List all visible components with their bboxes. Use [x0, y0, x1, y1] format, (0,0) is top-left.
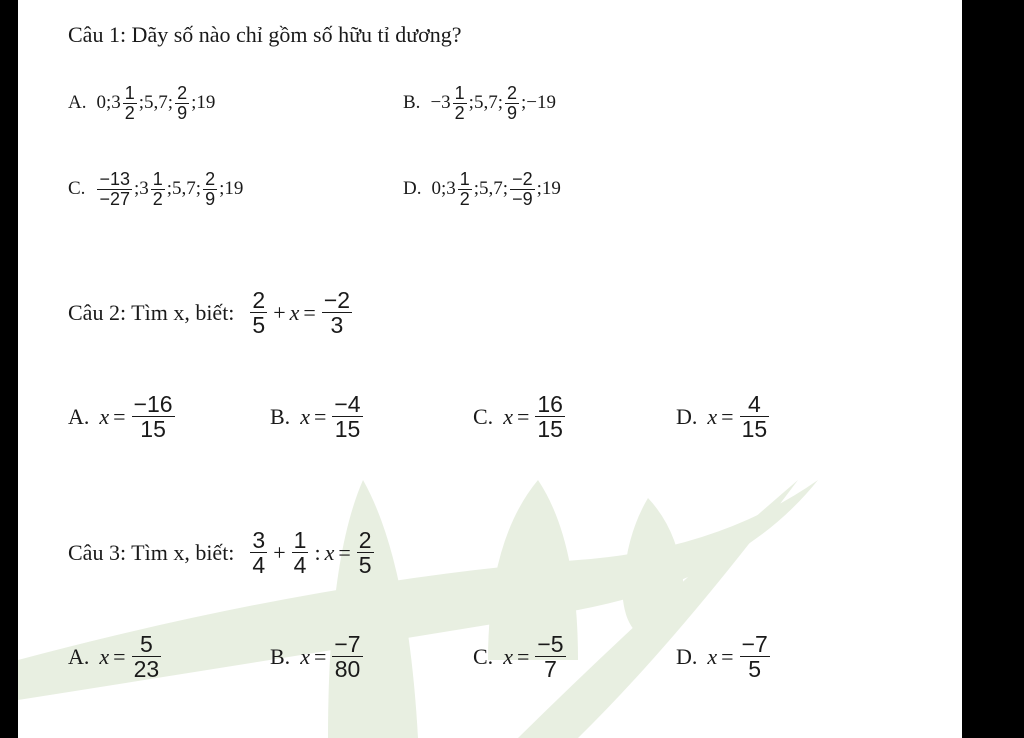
plus-sign: +: [273, 539, 286, 565]
fraction: [322, 288, 352, 337]
q1-option-c: [68, 170, 243, 209]
numerator: 3: [252, 527, 266, 553]
divide-sign: :: [314, 539, 321, 565]
equals-sign: =: [303, 299, 316, 325]
denominator: −9: [512, 188, 533, 209]
equals-sign: =: [313, 643, 327, 669]
variable-x: x: [707, 643, 718, 669]
fraction: [453, 84, 467, 123]
numerator: 2: [205, 169, 216, 189]
fraction: [250, 288, 267, 337]
option-label: D.: [403, 178, 422, 200]
denominator: 15: [537, 416, 563, 443]
option-label: D.: [676, 643, 698, 669]
fraction: [535, 392, 565, 441]
numerator: 1: [454, 83, 465, 103]
numerator: 4: [747, 391, 761, 417]
denominator: 9: [177, 102, 188, 123]
denominator: 3: [330, 312, 344, 339]
fraction: [250, 528, 267, 577]
fraction: [123, 84, 137, 123]
numerator: 2: [506, 83, 517, 103]
option-label: A.: [68, 92, 87, 114]
document-page: [18, 0, 962, 738]
question-2-text: Câu 2: Tìm x, biết:: [68, 299, 235, 325]
option-label: C.: [473, 643, 494, 669]
equals-sign: =: [313, 403, 327, 429]
fraction: [740, 392, 770, 441]
variable-x: x: [300, 403, 310, 429]
question-3-text: Câu 3: Tìm x, biết:: [68, 539, 235, 565]
question-1-title: [68, 22, 462, 48]
fraction: [458, 170, 472, 209]
numerator: −2: [512, 169, 533, 189]
fraction: [357, 528, 374, 577]
denominator: 5: [252, 312, 266, 339]
numerator: 1: [152, 169, 163, 189]
fraction: [175, 84, 189, 123]
fraction: [97, 170, 132, 209]
numerator: −5: [537, 631, 564, 657]
option-text: −3: [430, 92, 451, 114]
numerator: 1: [293, 527, 307, 553]
denominator: 23: [133, 656, 160, 683]
option-label: B.: [270, 643, 291, 669]
option-text: ;19: [191, 92, 216, 114]
denominator: −27: [99, 188, 130, 209]
option-label: D.: [676, 403, 698, 429]
equals-sign: =: [721, 643, 734, 669]
denominator: 80: [334, 656, 361, 683]
option-text: 0;3: [96, 92, 121, 114]
denominator: 2: [124, 102, 135, 123]
fraction: [132, 392, 175, 441]
equals-sign: =: [516, 643, 530, 669]
plus-sign: +: [273, 299, 286, 325]
q2-option-c: [473, 392, 567, 441]
option-text: ;19: [219, 178, 244, 200]
denominator: 4: [252, 552, 266, 579]
option-text: ;−19: [521, 92, 556, 114]
denominator: 15: [140, 416, 166, 443]
numerator: 2: [177, 83, 188, 103]
numerator: −13: [99, 169, 130, 189]
fraction: [535, 632, 565, 681]
numerator: −4: [334, 391, 361, 417]
q3-option-d: [676, 632, 772, 681]
fraction: [132, 632, 162, 681]
numerator: 2: [358, 527, 372, 553]
question-3-title: [68, 528, 376, 577]
q1-option-d: [403, 170, 561, 209]
variable-x: x: [99, 643, 110, 669]
numerator: 1: [459, 169, 470, 189]
q1-option-b: [403, 84, 556, 123]
denominator: 7: [544, 656, 557, 683]
fraction: [151, 170, 165, 209]
numerator: 1: [124, 83, 135, 103]
equals-sign: =: [721, 403, 734, 429]
variable-x: x: [503, 643, 513, 669]
fraction: [332, 392, 362, 441]
q2-option-b: [270, 392, 365, 441]
fraction: [203, 170, 217, 209]
numerator: −7: [741, 631, 768, 657]
option-text: 0;3: [431, 178, 456, 200]
q3-option-b: [270, 632, 365, 681]
denominator: 5: [748, 656, 762, 683]
q3-option-a: [68, 632, 163, 681]
variable-x: x: [289, 299, 300, 325]
denominator: 9: [506, 102, 517, 123]
fraction: [292, 528, 309, 577]
question-1-text: Câu 1: Dãy số nào chỉ gồm số hữu tỉ dương?: [68, 22, 462, 47]
option-text: ;5,7;: [473, 178, 509, 200]
numerator: −7: [334, 631, 361, 657]
fraction: [505, 84, 519, 123]
variable-x: x: [707, 403, 718, 429]
option-text: ;5,7;: [166, 178, 202, 200]
numerator: −2: [323, 287, 351, 313]
option-label: A.: [68, 403, 90, 429]
option-text: ;5,7;: [138, 92, 174, 114]
fraction: [510, 170, 535, 209]
numerator: 2: [252, 287, 266, 313]
denominator: 2: [152, 188, 163, 209]
question-2-title: [68, 288, 354, 337]
fraction: [740, 632, 770, 681]
variable-x: x: [99, 403, 110, 429]
fraction: [332, 632, 362, 681]
denominator: 4: [293, 552, 307, 579]
equals-sign: =: [113, 403, 126, 429]
equals-sign: =: [516, 403, 530, 429]
numerator: −16: [133, 391, 173, 417]
option-label: B.: [270, 403, 291, 429]
denominator: 15: [334, 416, 361, 443]
variable-x: x: [503, 403, 513, 429]
q1-option-a: [68, 84, 215, 123]
numerator: 16: [537, 391, 563, 417]
denominator: 5: [358, 552, 372, 579]
numerator: 5: [139, 631, 153, 657]
equals-sign: =: [338, 539, 351, 565]
variable-x: x: [300, 643, 310, 669]
q2-option-d: [676, 392, 771, 441]
option-text: ;5,7;: [468, 92, 503, 114]
option-text: ;3: [133, 178, 149, 200]
denominator: 9: [205, 188, 216, 209]
option-label: C.: [473, 403, 494, 429]
option-label: C.: [68, 178, 86, 200]
q2-option-a: [68, 392, 177, 441]
option-text: ;19: [536, 178, 561, 200]
denominator: 2: [459, 188, 470, 209]
denominator: 15: [741, 416, 768, 443]
option-label: A.: [68, 643, 90, 669]
equals-sign: =: [113, 643, 126, 669]
q3-option-c: [473, 632, 568, 681]
variable-x: x: [324, 539, 335, 565]
denominator: 2: [454, 102, 465, 123]
option-label: B.: [403, 92, 421, 114]
